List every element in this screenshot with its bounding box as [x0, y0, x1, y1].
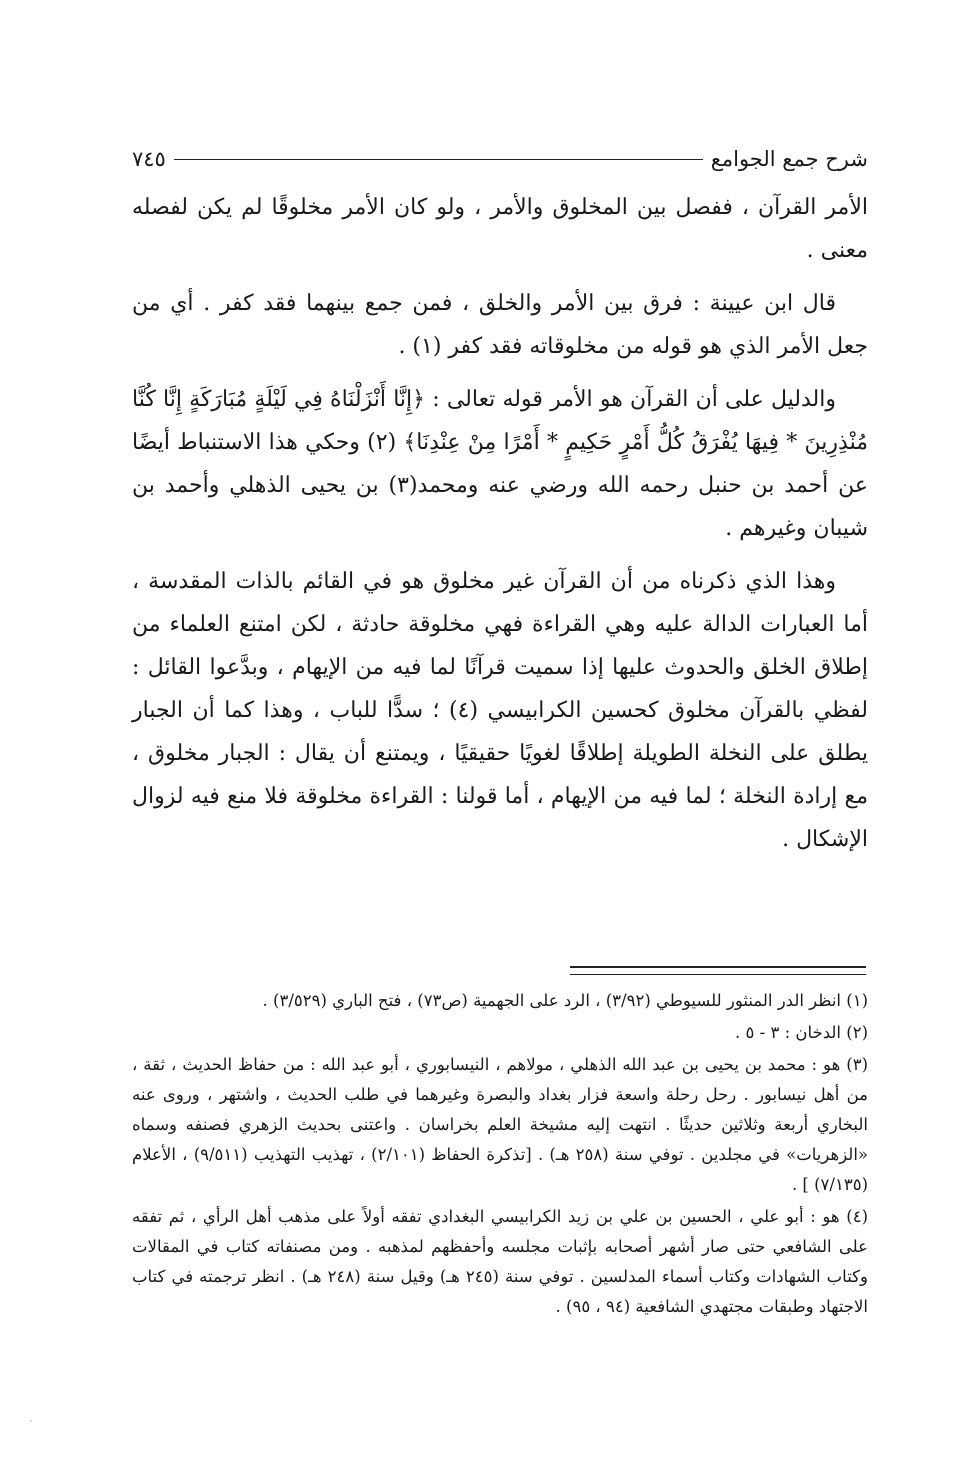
main-text [132, 186, 868, 861]
footnotes [132, 986, 868, 1324]
page-number: ٧٤٥ [132, 147, 166, 171]
footnote: (٣) هو : محمد بن يحيى بن عبد الله الذهلي ، مولاهم ، النيسابوري ، أبو عبد الله : من حفاظ الحديث ، ثقة ، من أهل نيسابور . رحل رحلة واسعة فزار بغداد والبصرة وغيرهما في طلب الحديث ، واشتهر ، وروى عنه البخاري أربعة وثلاثين حديثًا . انتهت إليه مشيخة العلم بخراسان . واعتنى بحديث الزهري فصنفه وسماه «الزهريات» في مجلدين . توفي سنة (٢٥٨ هـ) . [تذكرة الحفاظ (٢/١٠١) ، تهذيب التهذيب (٩/٥١١) ، الأعلام (٧/١٣٥) ] . [132, 1055, 869, 1194]
header-rule [174, 159, 703, 160]
footnote-separator [570, 966, 866, 975]
scan-speck [30, 1420, 32, 1422]
paragraph: والدليل على أن القرآن هو الأمر قوله تعالى : ﴿إِنَّا أَنْزَلْنَاهُ فِي لَيْلَةٍ مُبَارَكَةٍ إِنَّا كُنَّا مُنْذِرِينَ * فِيهَا يُفْرَقُ كُلُّ أَمْرٍ حَكِيمٍ * أَمْرًا مِنْ عِنْدِنَا﴾ (٢) وحكي هذا الاستنباط أيضًا عن أحمد بن حنبل رحمه الله ورضي عنه ومحمد(٣) بن يحيى الذهلي وأحمد بن شيبان وغيرهم . [132, 387, 868, 541]
paragraph: قال ابن عيينة : فرق بين الأمر والخلق ، فمن جمع بينهما فقد كفر . أي من جعل الأمر الذي هو قوله من مخلوقاته فقد كفر (١) . [132, 291, 868, 359]
footnote: (٢) الدخان : ٣ - ٥ . [735, 1023, 868, 1042]
footnote: (١) انظر الدر المنثور للسيوطي (٣/٩٢) ، الرد على الجهمية (ص٧٣) ، فتح الباري (٣/٥٢٩) . [262, 991, 868, 1010]
footnote: (٤) هو : أبو علي ، الحسين بن علي بن زيد الكرابيسي البغدادي تفقه أولاً على مذهب أهل الرأي ، ثم تفقه على الشافعي حتى صار أشهر أصحابه بإثبات مجلسه وأحفظهم لمذهبه . ومن مصنفاته كتاب في المقالات وكتاب الشهادات وكتاب أسماء المدلسين . توفي سنة (٢٤٥ هـ) وقيل سنة (٢٤٨ هـ) . انظر ترجمته في كتاب الاجتهاد وطبقات مجتهدي الشافعية (٩٤ ، ٩٥) . [132, 1207, 868, 1316]
page-header [132, 142, 868, 176]
paragraph: وهذا الذي ذكرناه من أن القرآن غير مخلوق هو في القائم بالذات المقدسة ، أما العبارات الدالة عليه وهي القراءة فهي مخلوقة حادثة ، لكن امتنع العلماء من إطلاق الخلق والحدوث عليها إذا سميت قرآنًا لما فيه من الإيهام ، وبدَّعوا القائل : لفظي بالقرآن مخلوق كحسين الكرابيسي (٤) ؛ سدًّا للباب ، وهذا كما أن الجبار يطلق على النخلة الطويلة إطلاقًا لغويًا حقيقيًا ، ويمتنع أن يقال : الجبار مخلوق ، مع إرادة النخلة ؛ لما فيه من الإيهام ، أما قولنا : القراءة مخلوقة فلا منع فيه لزوال الإشكال . [132, 569, 868, 852]
running-title: شرح جمع الجوامع [710, 147, 868, 171]
paragraph: الأمر القرآن ، ففصل بين المخلوق والأمر ، ولو كان الأمر مخلوقًا لم يكن لفصله معنى . [132, 195, 868, 263]
